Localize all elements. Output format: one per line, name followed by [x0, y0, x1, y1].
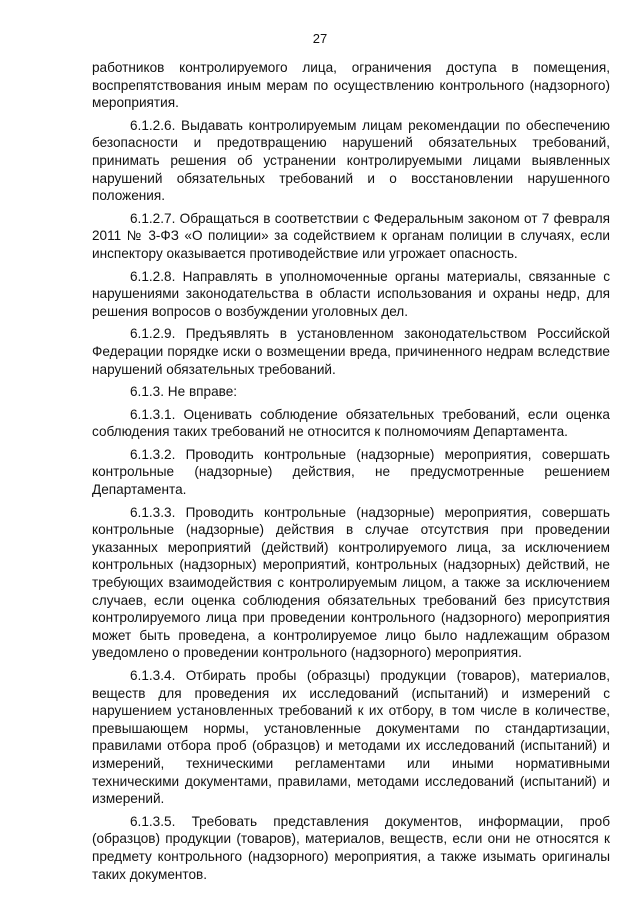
paragraph-6-1-3-2: 6.1.3.2. Проводить контрольные (надзорные) мероприятия, совершать контрольные (надзорные) действия, не предусмотренные решением Департамента.: [92, 446, 610, 498]
paragraph-continuation: работников контролируемого лица, ограничения доступа в помещения, воспрепятствования иным мерам по осуществлению контрольного (надзорного) мероприятия.: [92, 60, 610, 111]
paragraph-6-1-3-1: 6.1.3.1. Оценивать соблюдение обязательных требований, если оценка соблюдения таких требований не относится к полномочиям Департамента.: [92, 406, 610, 440]
paragraph-6-1-2-8: 6.1.2.8. Направлять в уполномоченные органы материалы, связанные с нарушениями законодательства в области использования и охраны недр, для решения вопросов о возбуждении уголовных дел.: [92, 268, 610, 319]
document-body: [92, 59, 610, 888]
paragraph-6-1-3-4: 6.1.3.4. Отбирать пробы (образцы) продукции (товаров), материалов, веществ для проведения их исследований (испытаний) и измерений с нарушением установленных требований к их отбору, в том числе в количестве, превышающем нормы, установленные документами по стандартизации, правилами отбора проб (образцов) и методами их исследований (испытаний) и измерений, техническими регламентами или иными нормативными техническими документами, правилами, методами исследований (испытаний) и измерений.: [92, 668, 610, 807]
paragraph-6-1-3: 6.1.3. Не вправе:: [130, 384, 238, 400]
page-number: 27: [312, 31, 328, 46]
paragraph-6-1-2-9: 6.1.2.9. Предъявлять в установленном законодательством Российской Федерации порядке иски о возмещении вреда, причиненного недрам вследствие нарушений обязательных требований.: [92, 326, 610, 377]
paragraph-6-1-3-3: 6.1.3.3. Проводить контрольные (надзорные) мероприятия, совершать контрольные (надзорные) действия в случае отсутствия при проведении указанных мероприятий (действий) контролируемого лица, за исключением контрольных (надзорных) мероприятий, контрольных (надзорных) действий, не требующих взаимодействия с контролируемым лицом, а также за исключением случаев, если оценка соблюдения обязательных требований без присутствия контролируемого лица при проведении контрольного (надзорного) мероприятия может быть проведена, а контролируемое лицо было надлежащим образом уведомлено о проведении контрольного (надзорного) мероприятия.: [92, 504, 610, 661]
paragraph-6-1-2-7: 6.1.2.7. Обращаться в соответствии с Федеральным законом от 7 февраля 2011 № 3-ФЗ «О полиции» за содействием к органам полиции в случаях, если инспектору оказывается противодействие или угрожает опасность.: [92, 210, 610, 261]
paragraph-6-1-3-5: 6.1.3.5. Требовать представления документов, информации, проб (образцов) продукции (товаров), материалов, веществ, если они не относятся к предмету контрольного (надзорного) мероприятия, а также изымать оригиналы таких документов.: [92, 813, 610, 882]
paragraph-6-1-2-6: 6.1.2.6. Выдавать контролируемым лицам рекомендации по обеспечению безопасности и предотвращению нарушений обязательных требований, принимать решения об устранении контролируемыми лицами выявленных нарушений обязательных требований и о восстановлении нарушенного положения.: [92, 117, 610, 204]
